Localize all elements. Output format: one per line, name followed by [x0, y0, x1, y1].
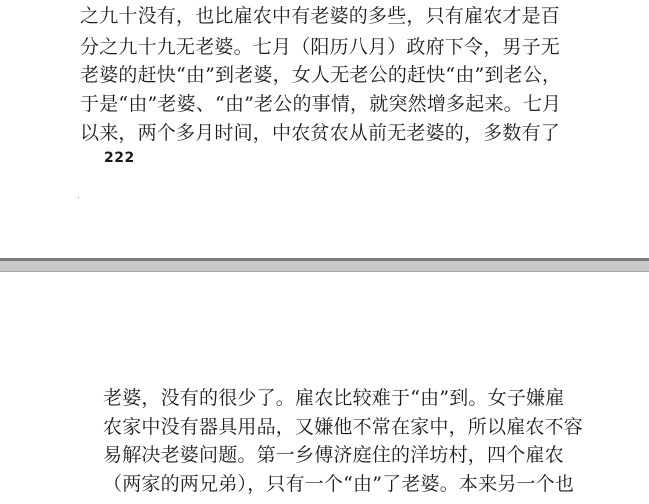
- text-line: 于是“由”老婆、“由”老公的事情，就突然增多起来。七月: [80, 93, 562, 115]
- page-separator: [0, 258, 649, 272]
- separator-edge: [0, 258, 649, 261]
- text-line: 农家中没有器具用品，又嫌他不常在家中，所以雇农不容: [103, 416, 584, 438]
- text-line: 以来，两个多月时间，中农贫农从前无老婆的，多数有了: [80, 122, 561, 144]
- text-line: 之九十没有，也比雇农中有老婆的多些，只有雇农才是百: [80, 5, 561, 27]
- text-line: 分之九十九无老婆。七月（阳历八月）政府下令，男子无: [80, 36, 561, 58]
- text-line: 易解决老婆问题。第一乡傅济庭住的洋坊村，四个雇农: [103, 444, 564, 466]
- text-line: （两家的两兄弟），只有一个“由”了老婆。本来另一个也: [103, 473, 575, 495]
- page-bottom: [0, 272, 649, 504]
- text-line: 老婆的赶快“由”到老婆，女人无老公的赶快“由”到老公，: [80, 64, 562, 86]
- page-number: 222: [104, 150, 135, 166]
- text-line: 老婆，没有的很少了。雇农比较难于“由”到。女子嫌雇: [103, 387, 565, 409]
- scan-speck: [78, 197, 79, 198]
